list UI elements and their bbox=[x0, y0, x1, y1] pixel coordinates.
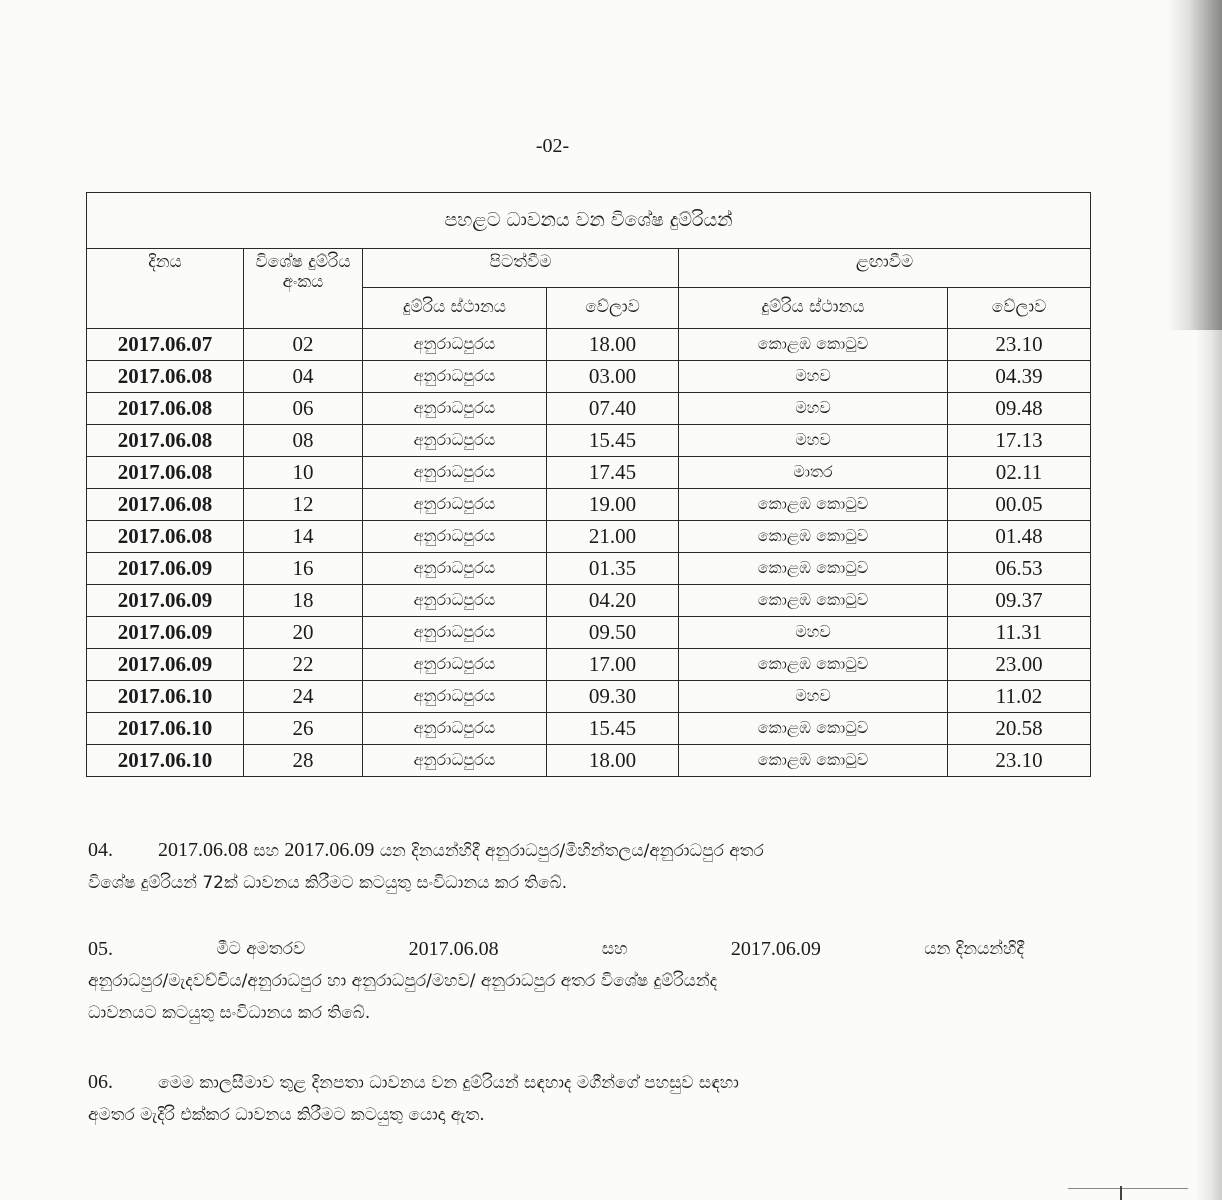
cell-date: 2017.06.09 bbox=[87, 585, 244, 617]
cell-date: 2017.06.08 bbox=[87, 521, 244, 553]
cell-train-number: 16 bbox=[244, 553, 363, 585]
paragraph-06-line-2: අමතර මැදිරි එක්කර ධාවනය කිරීමට කටයුතු යොදා ඇත. bbox=[88, 1105, 485, 1125]
cell-train-number: 14 bbox=[244, 521, 363, 553]
cell-departure-time: 15.45 bbox=[547, 425, 679, 457]
cell-date: 2017.06.09 bbox=[87, 649, 244, 681]
cell-train-number: 18 bbox=[244, 585, 363, 617]
paragraph-05-text-2: යන දිනයන්හිදී bbox=[924, 939, 1024, 959]
scan-shadow-edge bbox=[1168, 0, 1222, 330]
cell-arrival-time: 23.10 bbox=[948, 745, 1091, 777]
cell-departure-time: 09.50 bbox=[547, 617, 679, 649]
table-row bbox=[87, 745, 1091, 777]
cell-departure-station: අනුරාධපුරය bbox=[363, 329, 547, 361]
paragraph-04-line-1 bbox=[88, 834, 1024, 867]
cell-date: 2017.06.07 bbox=[87, 329, 244, 361]
cell-train-number: 26 bbox=[244, 713, 363, 745]
cell-departure-time: 09.30 bbox=[547, 681, 679, 713]
cell-train-number: 04 bbox=[244, 361, 363, 393]
cell-arrival-station: මහව bbox=[679, 425, 948, 457]
paragraph-04-line-2: විශේෂ දුම්රියන් 72ක් ධාවනය කිරීමට කටයුතු සංවිධානය කර තිබේ. bbox=[88, 873, 568, 893]
cell-departure-station: අනුරාධපුරය bbox=[363, 489, 547, 521]
header-train-number: විශේෂ දුම්රිය අංකය bbox=[244, 249, 363, 329]
cell-departure-station: අනුරාධපුරය bbox=[363, 457, 547, 489]
cell-arrival-station: කොළඹ කොටුව bbox=[679, 521, 948, 553]
cell-departure-station: අනුරාධපුරය bbox=[363, 617, 547, 649]
paragraph-06 bbox=[88, 1066, 1024, 1131]
table-row bbox=[87, 617, 1091, 649]
paragraph-04-number: 04. bbox=[88, 839, 113, 861]
paragraph-06-text-1: මෙම කාලසීමාව තුළ දිනපතා ධාවනය වන දුම්රියන් සඳහාද මගීන්ගේ පහසුව සඳහා bbox=[158, 1073, 739, 1093]
header-departure-time: වේලාව bbox=[547, 288, 679, 329]
schedule-rows bbox=[87, 329, 1091, 777]
paragraph-06-number: 06. bbox=[88, 1071, 113, 1093]
cell-departure-station: අනුරාධපුරය bbox=[363, 585, 547, 617]
paragraph-05-conj: සහ bbox=[601, 939, 628, 959]
page-corner-tick bbox=[1120, 1186, 1122, 1200]
paragraph-05-date-2: 2017.06.09 bbox=[730, 938, 821, 960]
cell-arrival-station: මහව bbox=[679, 361, 948, 393]
cell-date: 2017.06.10 bbox=[87, 713, 244, 745]
table-row bbox=[87, 585, 1091, 617]
paragraph-05-text-1: මීට අමතරව bbox=[216, 939, 306, 959]
cell-departure-time: 03.00 bbox=[547, 361, 679, 393]
cell-train-number: 22 bbox=[244, 649, 363, 681]
cell-departure-station: අනුරාධපුරය bbox=[363, 553, 547, 585]
cell-train-number: 12 bbox=[244, 489, 363, 521]
cell-date: 2017.06.08 bbox=[87, 393, 244, 425]
cell-departure-station: අනුරාධපුරය bbox=[363, 425, 547, 457]
header-arrival-time: වේලාව bbox=[948, 288, 1091, 329]
cell-train-number: 02 bbox=[244, 329, 363, 361]
cell-arrival-time: 17.13 bbox=[948, 425, 1091, 457]
paragraph-05 bbox=[88, 933, 1024, 1029]
cell-arrival-station: මහව bbox=[679, 393, 948, 425]
cell-arrival-time: 06.53 bbox=[948, 553, 1091, 585]
header-date: දිනය bbox=[87, 249, 244, 329]
cell-train-number: 06 bbox=[244, 393, 363, 425]
cell-arrival-time: 11.02 bbox=[948, 681, 1091, 713]
cell-departure-time: 07.40 bbox=[547, 393, 679, 425]
cell-arrival-time: 11.31 bbox=[948, 617, 1091, 649]
cell-arrival-station: මාතර bbox=[679, 457, 948, 489]
table-title bbox=[87, 193, 1091, 249]
table-row bbox=[87, 713, 1091, 745]
cell-arrival-station: කොළඹ කොටුව bbox=[679, 553, 948, 585]
cell-train-number: 24 bbox=[244, 681, 363, 713]
paragraph-05-date-1: 2017.06.08 bbox=[408, 938, 499, 960]
cell-date: 2017.06.09 bbox=[87, 553, 244, 585]
paragraph-05-line-1 bbox=[88, 933, 1024, 965]
paragraph-04-conj: සහ bbox=[248, 841, 285, 861]
cell-arrival-station: කොළඹ කොටුව bbox=[679, 329, 948, 361]
cell-train-number: 10 bbox=[244, 457, 363, 489]
table-row bbox=[87, 457, 1091, 489]
cell-arrival-station: කොළඹ කොටුව bbox=[679, 713, 948, 745]
paragraph-04-date-2: 2017.06.09 bbox=[284, 839, 375, 861]
cell-date: 2017.06.08 bbox=[87, 361, 244, 393]
table-row bbox=[87, 521, 1091, 553]
cell-arrival-station: කොළඹ කොටුව bbox=[679, 745, 948, 777]
table-row bbox=[87, 329, 1091, 361]
cell-arrival-station: මහව bbox=[679, 617, 948, 649]
cell-date: 2017.06.10 bbox=[87, 745, 244, 777]
cell-date: 2017.06.08 bbox=[87, 489, 244, 521]
cell-arrival-station: කොළඹ කොටුව bbox=[679, 649, 948, 681]
cell-departure-time: 04.20 bbox=[547, 585, 679, 617]
cell-departure-time: 19.00 bbox=[547, 489, 679, 521]
cell-departure-time: 01.35 bbox=[547, 553, 679, 585]
special-trains-table bbox=[86, 192, 1091, 777]
header-arrival: ළඟාවීම bbox=[679, 249, 1091, 288]
cell-departure-station: අනුරාධපුරය bbox=[363, 649, 547, 681]
cell-departure-station: අනුරාධපුරය bbox=[363, 361, 547, 393]
cell-date: 2017.06.10 bbox=[87, 681, 244, 713]
table-row bbox=[87, 553, 1091, 585]
table-row bbox=[87, 649, 1091, 681]
paragraph-05-line-3: ධාවනයට කටයුතු සංවිධානය කර තිබේ. bbox=[88, 1003, 371, 1023]
cell-departure-station: අනුරාධපුරය bbox=[363, 681, 547, 713]
cell-departure-time: 17.00 bbox=[547, 649, 679, 681]
cell-departure-time: 18.00 bbox=[547, 745, 679, 777]
cell-arrival-time: 01.48 bbox=[948, 521, 1091, 553]
cell-arrival-station: කොළඹ කොටුව bbox=[679, 489, 948, 521]
cell-date: 2017.06.08 bbox=[87, 425, 244, 457]
paragraph-04-text-1: යන දිනයන්හිදී අනුරාධපුර/මිහින්තලය/අනුරාධපුර අතර bbox=[374, 841, 764, 861]
cell-train-number: 20 bbox=[244, 617, 363, 649]
cell-arrival-time: 00.05 bbox=[948, 489, 1091, 521]
paragraph-06-line-1 bbox=[88, 1066, 1024, 1099]
paragraph-04-date-1: 2017.06.08 bbox=[158, 839, 248, 861]
cell-arrival-time: 02.11 bbox=[948, 457, 1091, 489]
table-title-text: පහළට ධාවනය වන විශේෂ දුම්රියන් bbox=[444, 208, 733, 231]
header-arrival-station: දුම්රිය ස්ථානය bbox=[679, 288, 948, 329]
header-departure-station: දුම්රිය ස්ථානය bbox=[363, 288, 547, 329]
cell-arrival-time: 04.39 bbox=[948, 361, 1091, 393]
paragraph-05-line-2: අනුරාධපුර/මැදවච්චිය/අනුරාධපුර හා අනුරාධපුර/මහව/ අනුරාධපුර අතර විශේෂ දුම්රියන්ද bbox=[88, 971, 718, 991]
cell-date: 2017.06.08 bbox=[87, 457, 244, 489]
cell-departure-station: අනුරාධපුරය bbox=[363, 393, 547, 425]
cell-arrival-time: 20.58 bbox=[948, 713, 1091, 745]
header-departure: පිටත්වීම bbox=[363, 249, 679, 288]
cell-date: 2017.06.09 bbox=[87, 617, 244, 649]
cell-departure-station: අනුරාධපුරය bbox=[363, 745, 547, 777]
cell-departure-time: 21.00 bbox=[547, 521, 679, 553]
page-number: -02- bbox=[535, 135, 570, 157]
cell-arrival-time: 23.00 bbox=[948, 649, 1091, 681]
cell-departure-station: අනුරාධපුරය bbox=[363, 521, 547, 553]
cell-arrival-time: 23.10 bbox=[948, 329, 1091, 361]
cell-departure-time: 15.45 bbox=[547, 713, 679, 745]
table-row bbox=[87, 489, 1091, 521]
table-row bbox=[87, 361, 1091, 393]
cell-train-number: 08 bbox=[244, 425, 363, 457]
paragraph-04 bbox=[88, 834, 1024, 899]
cell-arrival-station: කොළඹ කොටුව bbox=[679, 585, 948, 617]
scan-shadow-edge-lower bbox=[1196, 330, 1222, 1200]
cell-arrival-time: 09.37 bbox=[948, 585, 1091, 617]
cell-train-number: 28 bbox=[244, 745, 363, 777]
table-row bbox=[87, 681, 1091, 713]
page-corner-mark bbox=[1068, 1188, 1188, 1189]
cell-arrival-station: මහව bbox=[679, 681, 948, 713]
paragraph-05-number: 05. bbox=[88, 938, 113, 960]
table-row bbox=[87, 393, 1091, 425]
cell-departure-time: 18.00 bbox=[547, 329, 679, 361]
cell-departure-station: අනුරාධපුරය bbox=[363, 713, 547, 745]
cell-arrival-time: 09.48 bbox=[948, 393, 1091, 425]
table-row bbox=[87, 425, 1091, 457]
cell-departure-time: 17.45 bbox=[547, 457, 679, 489]
